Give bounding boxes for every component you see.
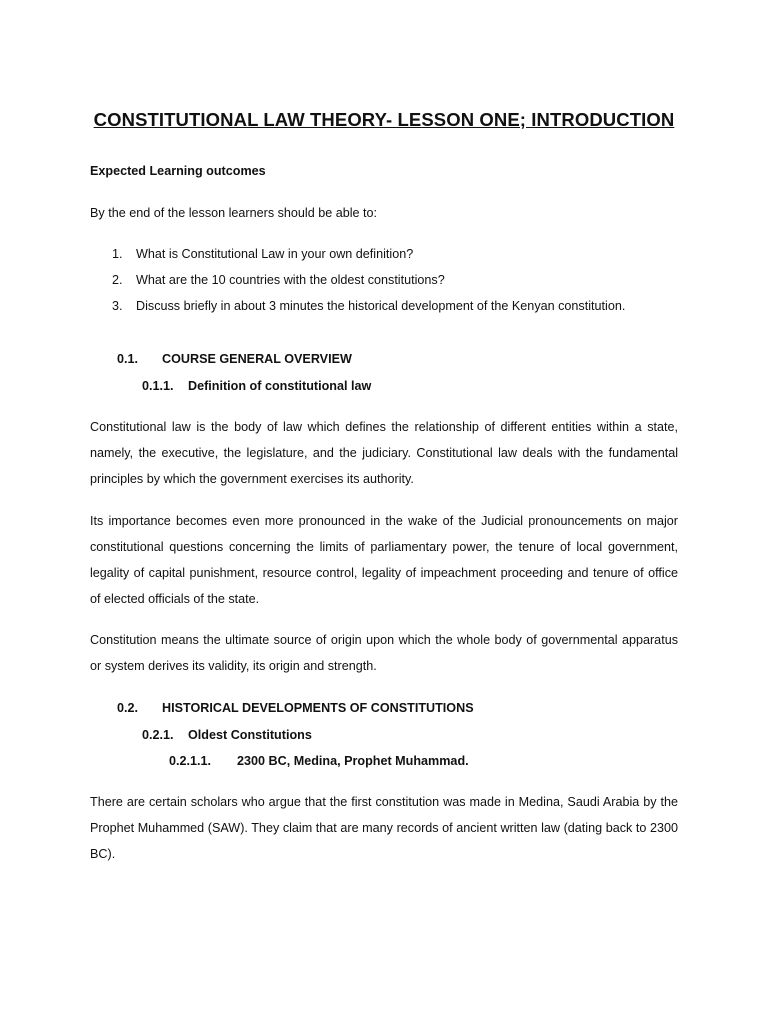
body-paragraph: Constitutional law is the body of law which defines the relationship of different entities within a state, namely, the executive, the legislature, and the judiciary. Constitutional law deals with the fundamental principles by which the government exercises its authority. bbox=[90, 420, 678, 486]
subsection-number: 0.2.1. bbox=[142, 728, 174, 742]
outcome-list-item bbox=[112, 298, 625, 314]
subsection-number: 0.1.1. bbox=[142, 379, 174, 393]
section-heading: COURSE GENERAL OVERVIEW bbox=[162, 352, 352, 366]
section-heading: HISTORICAL DEVELOPMENTS OF CONSTITUTIONS bbox=[162, 701, 474, 715]
outcome-text: Discuss briefly in about 3 minutes the historical development of the Kenyan constitution. bbox=[136, 299, 626, 313]
document-title: CONSTITUTIONAL LAW THEORY- LESSON ONE; INTRODUCTION bbox=[93, 109, 675, 130]
outcome-number: 1. bbox=[112, 247, 123, 261]
body-paragraph: There are certain scholars who argue that the first constitution was made in Medina, Saudi Arabia by the Prophet Muhammed (SAW). They claim that are many records of ancient written law (dating back to 2300 BC). bbox=[90, 795, 678, 861]
body-paragraph: Constitution means the ultimate source of origin upon which the whole body of governmental apparatus or system derives its validity, its origin and strength. bbox=[90, 633, 678, 673]
subsection-heading: Oldest Constitutions bbox=[188, 728, 312, 742]
expected-outcomes-heading: Expected Learning outcomes bbox=[90, 164, 266, 178]
subsubsection-heading: 2300 BC, Medina, Prophet Muhammad. bbox=[237, 754, 469, 768]
outcome-text: What is Constitutional Law in your own definition? bbox=[136, 247, 414, 261]
body-paragraph: Its importance becomes even more pronounced in the wake of the Judicial pronouncements on major constitutional questions concerning the limits of parliamentary power, the tenure of local government, legality of capital punishment, resource control, legality of impeachment proceeding and tenure of office of elected officials of the state. bbox=[90, 514, 678, 606]
intro-line: By the end of the lesson learners should be able to: bbox=[90, 206, 378, 220]
section-number: 0.1. bbox=[117, 352, 139, 366]
outcome-list-item bbox=[112, 272, 445, 288]
outcome-text: What are the 10 countries with the oldest constitutions? bbox=[136, 273, 445, 287]
subsection-heading: Definition of constitutional law bbox=[188, 379, 372, 393]
outcome-list-item bbox=[112, 246, 413, 262]
outcome-number: 2. bbox=[112, 273, 123, 287]
outcome-number: 3. bbox=[112, 299, 123, 313]
section-number: 0.2. bbox=[117, 701, 139, 715]
subsubsection-number: 0.2.1.1. bbox=[169, 754, 212, 768]
